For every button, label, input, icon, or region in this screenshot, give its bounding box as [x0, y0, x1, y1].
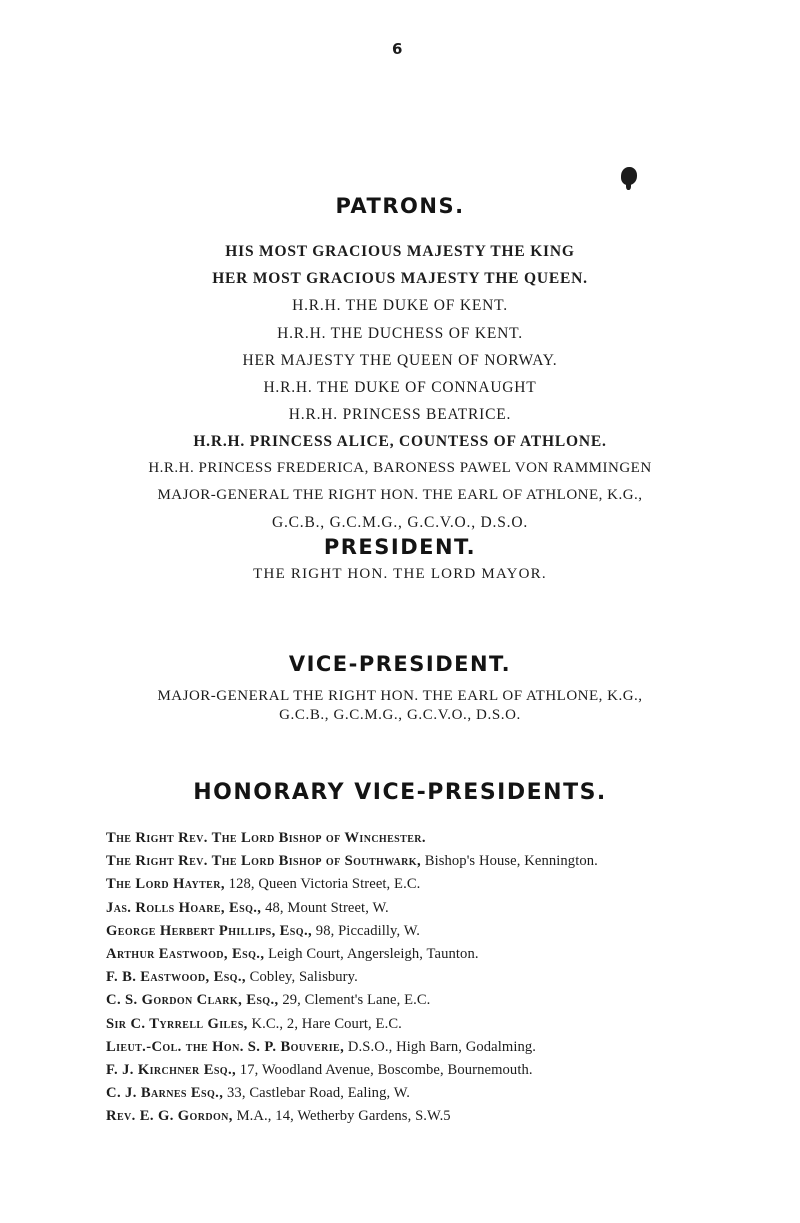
- patron-line: H.R.H. PRINCESS ALICE, COUNTESS OF ATHLONE.: [193, 433, 607, 450]
- entry-name: Sir C. Tyrrell Giles,: [106, 1015, 248, 1032]
- page-number-mark: 6: [392, 40, 403, 58]
- entry-name: C. J. Barnes Esq.,: [106, 1085, 224, 1102]
- list-item: [106, 1082, 598, 1105]
- patron-line: H.R.H. THE DUCHESS OF KENT.: [277, 325, 523, 342]
- list-item: [106, 1105, 598, 1128]
- list-item: [106, 1013, 598, 1036]
- list-item: [106, 897, 598, 920]
- entry-name: F. J. Kirchner Esq.,: [106, 1061, 237, 1078]
- honorary-vice-presidents-list: [106, 827, 598, 1128]
- entry-name: Lieut.-Col. the Hon. S. P. Bouverie,: [106, 1038, 345, 1055]
- list-item: [106, 989, 598, 1012]
- patron-line: G.C.B., G.C.M.G., G.C.V.O., D.S.O.: [271, 514, 528, 531]
- patron-line: HIS MOST GRACIOUS MAJESTY THE KING: [225, 243, 575, 260]
- vice-president-line: MAJOR-GENERAL THE RIGHT HON. THE EARL OF ATHLONE, K.G.,: [157, 688, 643, 704]
- entry-name: The Lord Hayter,: [106, 876, 225, 893]
- entry-detail: D.S.O., High Barn, Godalming.: [344, 1038, 537, 1055]
- entry-detail: 98, Piccadilly, W.: [312, 922, 421, 939]
- patron-line: H.R.H. THE DUKE OF KENT.: [292, 297, 508, 314]
- president-line: THE RIGHT HON. THE LORD MAYOR.: [253, 566, 547, 582]
- entry-name: Rev. E. G. Gordon,: [106, 1108, 233, 1125]
- entry-detail: Leigh Court, Angersleigh, Taunton.: [264, 945, 479, 962]
- entry-detail: 29, Clement's Lane, E.C.: [278, 992, 431, 1009]
- entry-name: F. B. Eastwood, Esq.,: [106, 969, 246, 986]
- vice-president-line: G.C.B., G.C.M.G., G.C.V.O., D.S.O.: [279, 707, 521, 723]
- entry-detail: Bishop's House, Kennington.: [421, 853, 598, 870]
- ink-blot-tail: [626, 181, 631, 190]
- list-item: [106, 1036, 598, 1059]
- patron-line: HER MAJESTY THE QUEEN OF NORWAY.: [242, 352, 558, 369]
- entry-name: George Herbert Phillips, Esq.,: [106, 922, 313, 939]
- list-item: [106, 1059, 598, 1082]
- entry-name: Arthur Eastwood, Esq.,: [106, 945, 265, 962]
- patron-line: MAJOR-GENERAL THE RIGHT HON. THE EARL OF ATHLONE, K.G.,: [157, 487, 643, 503]
- patron-line: H.R.H. PRINCESS BEATRICE.: [288, 406, 512, 423]
- entry-name: The Right Rev. The Lord Bishop of Winchester.: [106, 830, 426, 846]
- patron-line: HER MOST GRACIOUS MAJESTY THE QUEEN.: [212, 270, 588, 287]
- list-item: [106, 827, 598, 850]
- entry-detail: 33, Castlebar Road, Ealing, W.: [223, 1085, 410, 1102]
- list-item: [106, 873, 598, 896]
- entry-detail: Cobley, Salisbury.: [245, 969, 358, 986]
- president-heading: PRESIDENT.: [323, 535, 477, 559]
- entry-detail: 128, Queen Victoria Street, E.C.: [224, 876, 421, 893]
- list-item: [106, 966, 598, 989]
- list-item: [106, 850, 598, 873]
- patron-line: H.R.H. THE DUKE OF CONNAUGHT: [263, 379, 537, 396]
- patron-line: H.R.H. PRINCESS FREDERICA, BARONESS PAWEL VON RAMMINGEN: [148, 460, 652, 476]
- entry-detail: 48, Mount Street, W.: [261, 899, 389, 916]
- honorary-vice-presidents-heading: HONORARY VICE-PRESIDENTS.: [193, 780, 607, 805]
- vice-president-heading: VICE-PRESIDENT.: [288, 652, 512, 676]
- entry-name: The Right Rev. The Lord Bishop of Southwark,: [106, 853, 421, 870]
- patrons-heading: PATRONS.: [335, 194, 465, 218]
- entry-detail: K.C., 2, Hare Court, E.C.: [247, 1015, 402, 1032]
- entry-name: Jas. Rolls Hoare, Esq.,: [106, 899, 262, 916]
- list-item: [106, 943, 598, 966]
- entry-detail: 17, Woodland Avenue, Boscombe, Bournemouth.: [236, 1061, 533, 1078]
- entry-name: C. S. Gordon Clark, Esq.,: [106, 992, 279, 1009]
- list-item: [106, 920, 598, 943]
- entry-detail: M.A., 14, Wetherby Gardens, S.W.5: [232, 1108, 451, 1125]
